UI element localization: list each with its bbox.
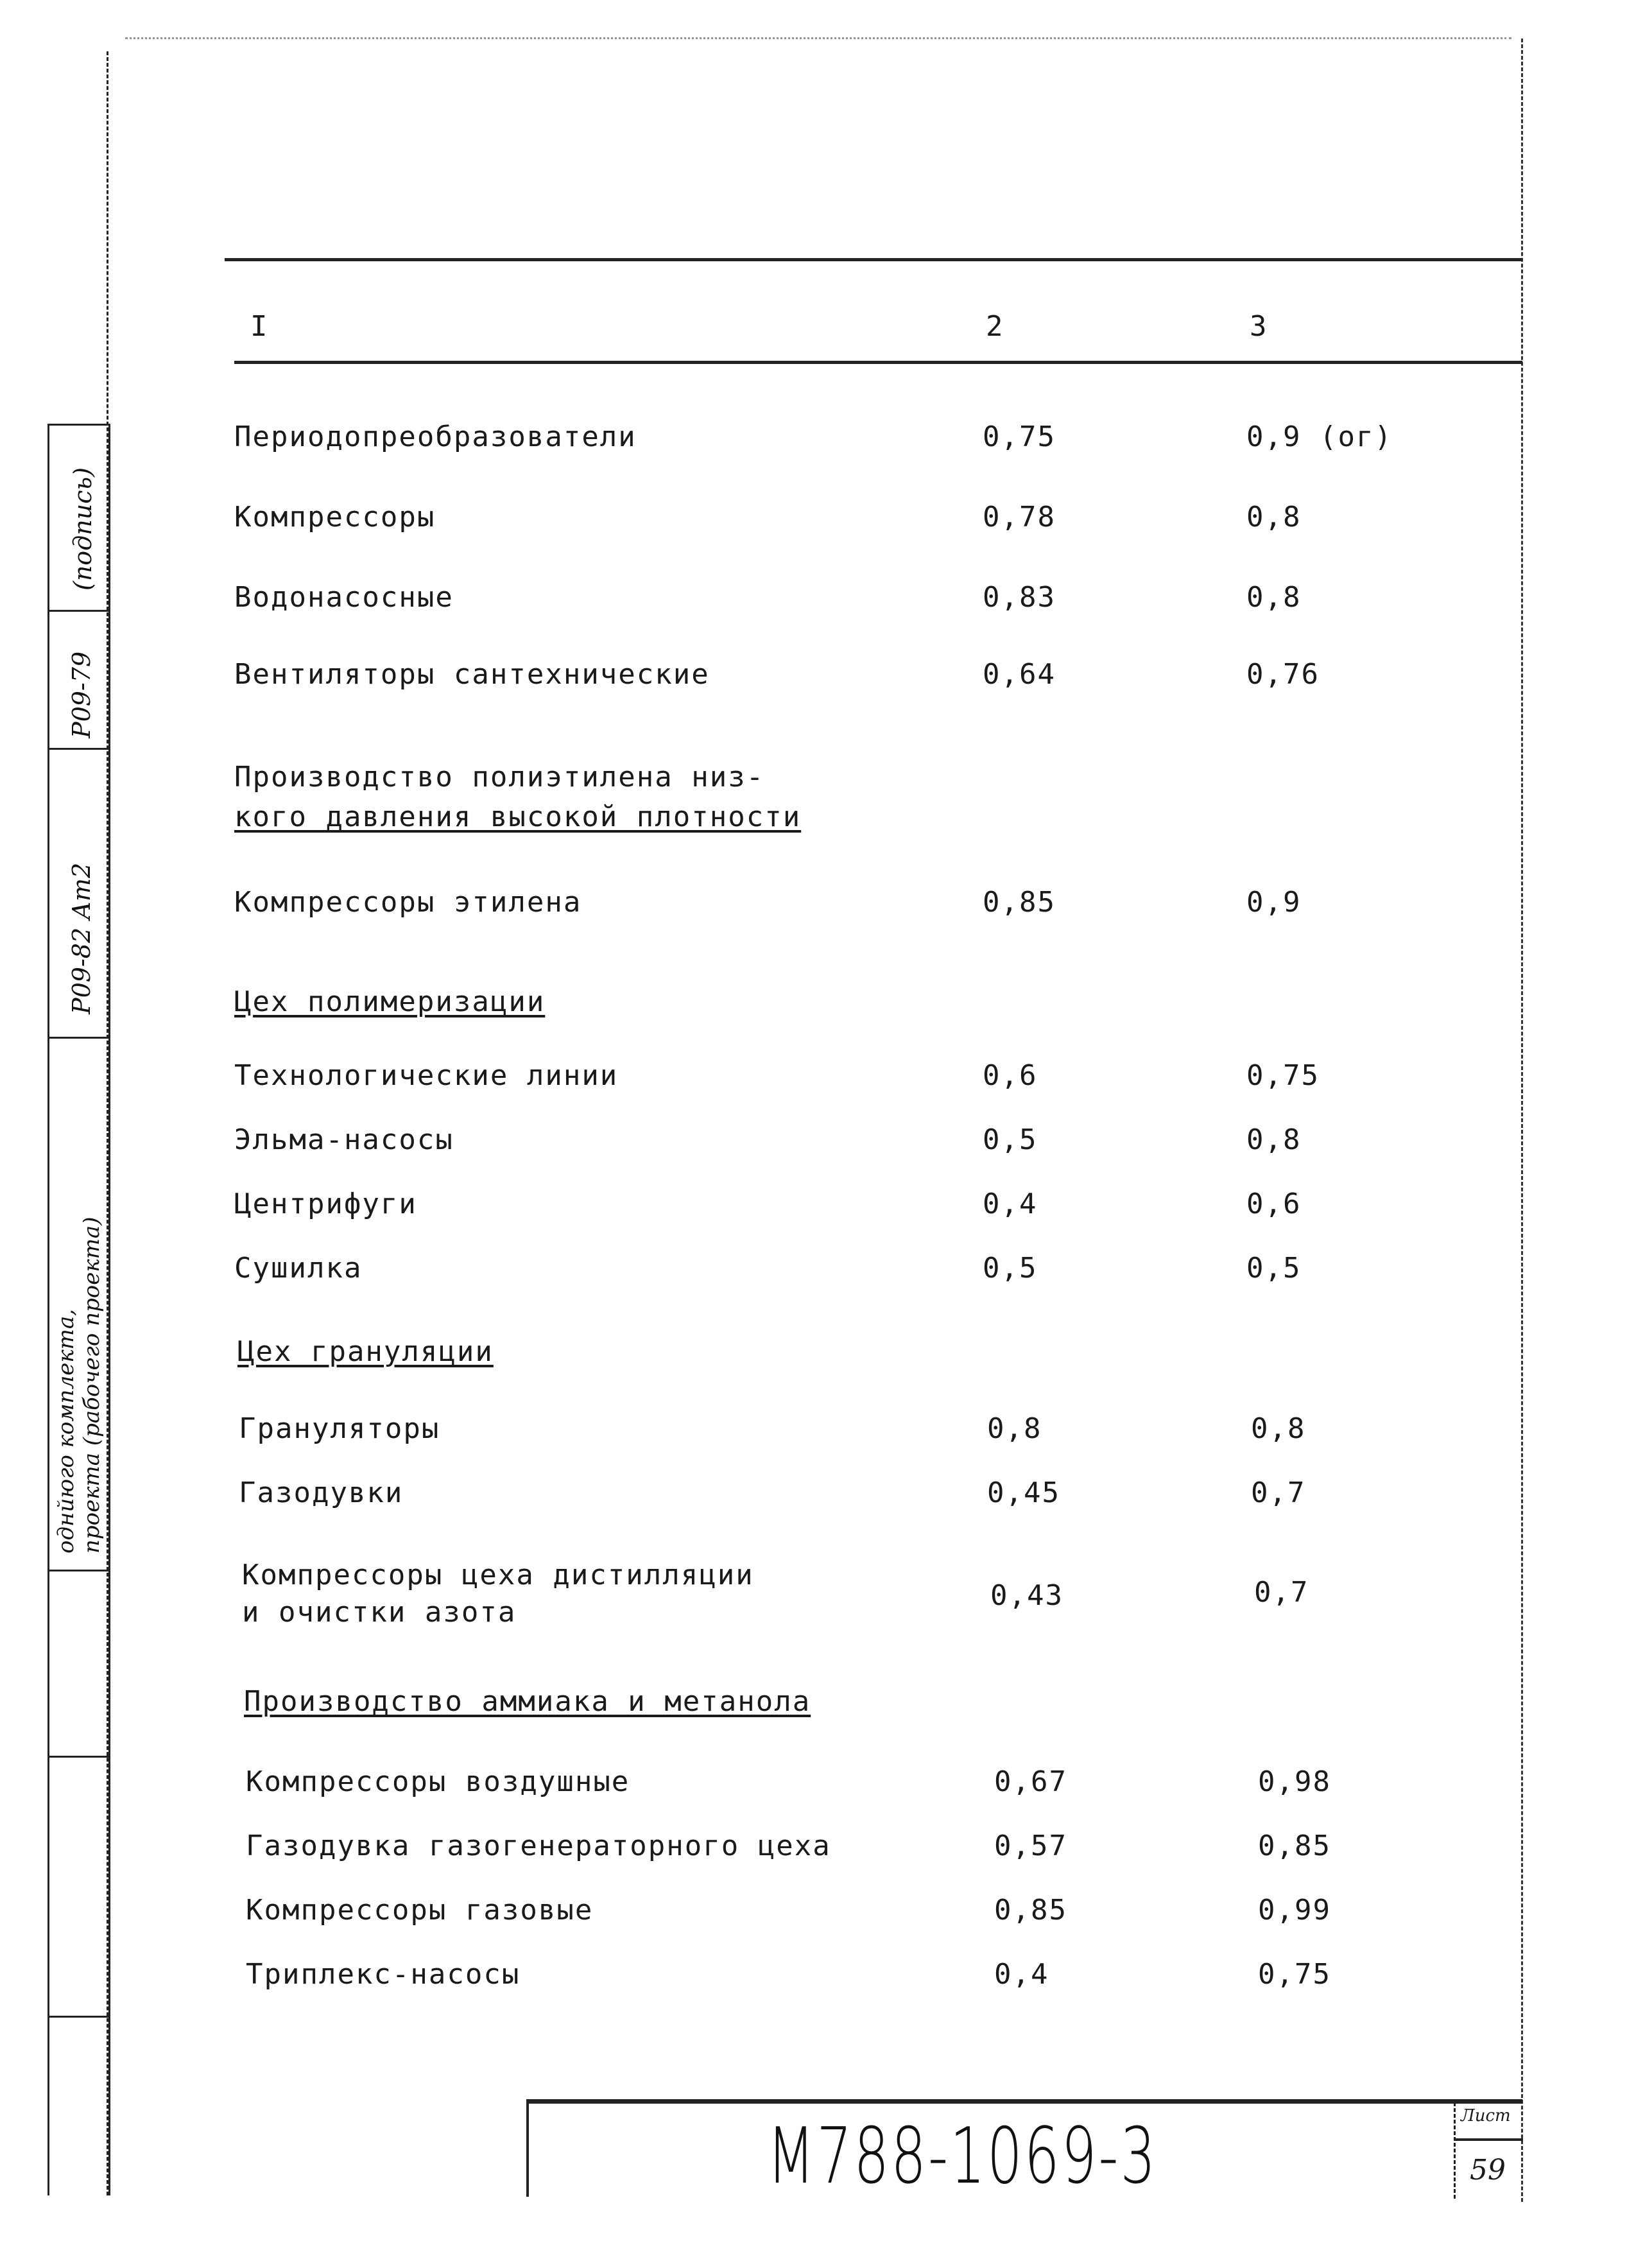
row-value-col3: 0,76 <box>1246 658 1320 691</box>
row-value-col2: 0,83 <box>983 581 1056 614</box>
row-value-col2: 0,64 <box>983 658 1056 691</box>
row-value-col2: 0,43 <box>990 1579 1063 1612</box>
row-value-col3: 0,99 <box>1258 1894 1331 1926</box>
margin-box-divider <box>49 1570 108 1571</box>
row-value-col3: 0,98 <box>1258 1765 1331 1798</box>
scan-noise-line <box>125 37 1511 43</box>
section-line-1: Производство аммиака и метанола <box>244 1685 811 1718</box>
row-value-col2: 0,75 <box>983 420 1056 453</box>
row-name: Газодувка газогенераторного цеха <box>246 1830 831 1862</box>
sheet-number-box <box>1454 2102 1523 2199</box>
row-name: Эльма-насосы <box>234 1123 454 1156</box>
stamp-left-border <box>526 2100 529 2197</box>
row-name: Сушилка <box>234 1252 363 1285</box>
row-name: Водонасосные <box>234 581 454 614</box>
row-value-col3: 0,8 <box>1246 581 1302 614</box>
sheet-number: 59 <box>1470 2154 1506 2186</box>
row-name: Вентиляторы сантехнические <box>234 658 710 691</box>
margin-strip <box>47 424 110 2195</box>
sheet-box-divider <box>1456 2138 1523 2141</box>
document-code: М788-1069-3 <box>767 2112 1158 2201</box>
row-value-col2: 0,45 <box>987 1476 1060 1509</box>
row-value-col2: 0,78 <box>983 501 1056 533</box>
row-value-col2: 0,4 <box>983 1188 1038 1220</box>
row-value-col3: 0,9 <box>1246 886 1302 919</box>
row-value-col2: 0,85 <box>994 1894 1067 1926</box>
row-value-col2: 0,5 <box>983 1123 1038 1156</box>
row-value-col2: 0,57 <box>994 1830 1067 1862</box>
column-header-1: I <box>250 310 268 343</box>
row-value-col3: 0,7 <box>1254 1576 1309 1609</box>
section-heading-polymerization <box>234 982 545 1022</box>
row-value-col3: 0,9 (ог) <box>1246 420 1393 453</box>
row-value-col2: 0,6 <box>983 1059 1038 1092</box>
margin-box-divider <box>49 1037 108 1039</box>
margin-box-divider <box>49 1756 108 1758</box>
row-name-line-1: Компрессоры цеха дистилляции <box>242 1559 754 1591</box>
row-name-line-2: и очистки азота <box>242 1596 517 1629</box>
row-value-col3: 0,75 <box>1258 1958 1331 1991</box>
row-value-col2: 0,5 <box>983 1252 1038 1285</box>
row-name: Триплекс-насосы <box>246 1958 521 1991</box>
section-line-1: Цех полимеризации <box>234 985 546 1018</box>
row-name: Компрессоры этилена <box>234 886 582 919</box>
row-value-col3: 0,7 <box>1251 1476 1306 1509</box>
row-name: Технологические линии <box>234 1059 619 1092</box>
margin-signature: (подпись) <box>69 467 97 591</box>
row-value-col3: 0,6 <box>1246 1188 1302 1220</box>
margin-box-divider <box>49 2016 108 2018</box>
sheet-label: Лист <box>1461 2106 1511 2125</box>
row-name-multiline <box>242 1557 754 1631</box>
section-line-1: Производство полиэтилена низ- <box>234 761 765 793</box>
row-name: Компрессоры <box>234 501 436 533</box>
margin-ref-1: Р09-79 <box>67 651 96 738</box>
row-value-col3: 0,8 <box>1246 501 1302 533</box>
table-top-rule <box>225 258 1522 261</box>
margin-box-divider <box>49 424 108 426</box>
stamp-top-rule <box>526 2099 1522 2104</box>
margin-box-divider <box>49 610 108 612</box>
column-header-3: 3 <box>1250 310 1267 343</box>
row-name: Компрессоры воздушные <box>246 1765 630 1798</box>
row-value-col2: 0,4 <box>994 1958 1049 1991</box>
section-heading-granulation <box>237 1332 494 1372</box>
margin-caption-line-2: проекта (рабочего проекта) <box>79 1216 105 1554</box>
section-line-2: кого давления высокой плотности <box>234 801 802 833</box>
row-value-col2: 0,67 <box>994 1765 1067 1798</box>
row-value-col3: 0,5 <box>1246 1252 1302 1285</box>
row-value-col2: 0,8 <box>987 1412 1042 1445</box>
table-header-rule <box>234 361 1522 364</box>
row-name: Периодопреобразователи <box>234 420 637 453</box>
row-value-col3: 0,75 <box>1246 1059 1320 1092</box>
row-name: Грануляторы <box>239 1412 440 1445</box>
row-name: Центрифуги <box>234 1188 417 1220</box>
row-value-col3: 0,8 <box>1246 1123 1302 1156</box>
row-name: Компрессоры газовые <box>246 1894 594 1926</box>
section-heading-polyethylene <box>234 757 801 837</box>
margin-caption-line-1: однйюго комплекта, <box>53 1309 79 1554</box>
margin-box-divider <box>49 748 108 750</box>
row-name: Газодувки <box>239 1476 404 1509</box>
column-header-2: 2 <box>986 310 1003 343</box>
row-value-col3: 0,85 <box>1258 1830 1331 1862</box>
section-heading-ammonia-methanol <box>244 1682 811 1722</box>
section-line-1: Цех грануляции <box>237 1335 494 1368</box>
margin-ref-2: Р09-82 Ат2 <box>67 862 96 1014</box>
row-value-col3: 0,8 <box>1251 1412 1306 1445</box>
row-value-col2: 0,85 <box>983 886 1056 919</box>
